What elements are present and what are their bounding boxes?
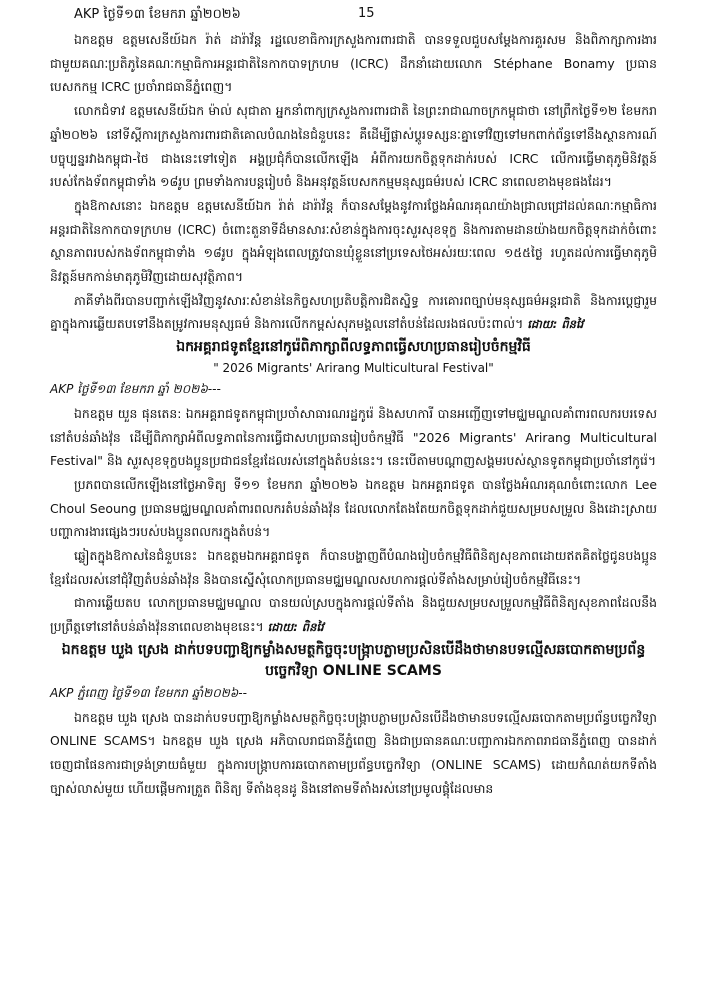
header-date: AKP ថ្ងៃទី១៣ ខែមករា ឆ្នាំ២០២៦ [74, 7, 241, 22]
article-2-paragraph-4 [50, 591, 657, 639]
article-3-headline: ឯកឧត្ដម ឃួង ស្រេង ដាក់បទបញ្ជាឱ្យកម្លាំងសមត្ថកិច្ចចុះបង្ក្រាបភ្លាមប្រសិនបើដឹងថាមានបទល្មើសឆបោកតាមប្រព័ន្ធបច្ចេកវិទ្យា ONLINE SCAMS [61, 641, 646, 679]
article-body [50, 28, 657, 800]
article-2 [50, 337, 657, 640]
article-1-paragraph-4 [50, 289, 657, 337]
page-number: 15 [358, 6, 375, 21]
article-3 [50, 640, 657, 801]
article-2-paragraph-2: ប្រភពបានលើកឡើងនៅថ្ងៃអាទិត្យ ទី១១ ខែមករា ឆ្នាំ២០២៦ ឯកឧត្ដម ឯកអគ្គរាជទូត បានថ្លែងអំណរគុណចំពោះលោក Lee Choul Seoung ប្រធានមជ្ឈមណ្ឌលគាំពារពលករតំបន់ឆាំងវ៉ុន ដែលលោកតែងតែយកចិត្តទុកដាក់ជួយសម្របសម្រួល និងដោះស្រាយបញ្ហាការងារផ្សេងៗរបស់បងប្អូនពលករក្នុងតំបន់។ [50, 476, 657, 540]
article-1-paragraph-1: ឯកឧត្ដម ឧត្ដមសេនីយ៍ឯក រ៉ាត់ ដារ៉ាវ័ន្ដ រដ្ឋលេខាធិការក្រសួងការពារជាតិ បានទទួលជួបសម្ដែងការគួរសម និងពិភាក្សាការងារជាមួយគណៈប្រតិភូនៃគណៈកម្មាធិការអន្ដរជាតិនៃកាកបាទក្រហម (ICRC) ដឹកនាំដោយលោក Stéphane Bonamy ប្រធានបេសកកម្ម ICRC ប្រចាំរាជធានីភ្នំពេញ។ [50, 32, 657, 95]
article-2-headline: ឯកអគ្គរាជទូតខ្មែរនៅកូរ៉េពិភាក្សាពីលទ្ធភាពធ្វើសហប្រធានរៀបចំកម្មវិធី [176, 339, 531, 356]
article-1-paragraph-2: លោកជំទាវ ឧត្ដមសេនីយ៍ឯក ម៉ាល់ សុជាតា អ្នកនាំពាក្យក្រសួងការពារជាតិ នៃព្រះរាជាណាចក្រកម្ពុជាថា នៅព្រឹកថ្ងៃទី១២ ខែមករា ឆ្នាំ២០២៦ នៅទីស្ដីការក្រសួងការពារជាតិគោលបំណងនៃជំនួបនេះ គឺដើម្បីផ្លាស់ប្ដូរទស្សនៈគ្នាទៅវិញទៅមកពាក់ព័ន្ធទៅនឹងស្ថានការណ៍បច្ចុប្បន្នរវាងកម្ពុជា-ថៃ ជាងនេះទៅទៀត អង្គប្រជុំក៏បានលើកឡើង អំពីការយកចិត្តទុកដាក់របស់ ICRC លើការធ្វើមាតុភូមិនិវត្តន៍របស់កែងទ័ពកម្ពុជាទាំង ១៨រូប ព្រមទាំងការបន្ដរៀបចំ និងអនុវត្តន៍បេសកកម្មមនុស្សធម៌របស់ ICRC នាពេលខាងមុខផងដែរ។ [50, 103, 657, 190]
article-1 [50, 28, 657, 337]
article-3-paragraph-1: ឯកឧត្ដម ឃួង ស្រេង បានដាក់បទបញ្ជាឱ្យកម្លាំងសមត្ថកិច្ចចុះបង្ក្រាបភ្លាមប្រសិនបើដឹងថាមានបទល្មើសឆបោកតាមប្រព័ន្ធបច្ចេកវិទ្យា ONLINE SCAMS។ ឯកឧត្ដម ឃួង ស្រេង អភិបាលរាជធានីភ្នំពេញ និងជាប្រធានគណៈបញ្ជាការឯកភាពរាជធានីភ្នំពេញ បានដាក់ចេញជាផែនការជាទ្រង់ទ្រាយធំមួយ ក្នុងការបង្ក្រាបការឆបោកតាមប្រព័ន្ធបច្ចេកវិទ្យា (ONLINE SCAMS) ដោយកំណត់យកទីតាំងច្បាស់លាស់មួយ ហើយផ្ដើមការត្រួត ពិនិត្យ ទីតាំងខុនដូ និងនៅតាមទីតាំងរស់នៅប្រមូលផ្ដុំដែលមាន [50, 709, 657, 796]
article-3-byline: AKP ភ្នំពេញ ថ្ងៃទី១៣ ខែមករា ឆ្នាំ២០២៦-- [50, 685, 247, 700]
page-header [74, 6, 707, 26]
article-2-paragraph-3: ឆ្លៀតក្នុងឱកាសនៃជំនួបនេះ ឯកឧត្ដមឯកអគ្គរាជទូត ក៏បានបង្ហាញពីបំណងរៀបចំកម្មវិធីពិនិត្យសុខភាពដោយឥតគិតថ្លៃជូនបងប្អូនខ្មែរដែលរស់នៅជុំវិញតំបន់ឆាំងវ៉ុន និងបានស្នើសុំលោកប្រធានមជ្ឈមណ្ឌលសហការផ្ដល់ទីតាំងសម្រាប់រៀបចំកម្មវិធីនេះ។ [50, 548, 657, 587]
article-2-byline: AKP ថ្ងៃទី១៣ ខែមករា ឆ្នាំ ២០២៦--- [50, 382, 221, 397]
article-1-paragraph-4-text: ភាគីទាំងពីរបានបញ្ជាក់ឡើងវិញនូវសារៈសំខាន់នៃកិច្ចសហប្រតិបត្ដិការជិតស្និទ្ធ ការគោរពច្បាប់មនុស្សធម៌អន្ដរជាតិ និងការប្ដេជ្ញារួមគ្នាក្នុងការឆ្លើយតបទៅនឹងតម្រូវការមនុស្សធម៌ និងការលើកកម្ពស់សុភមង្គលនៅតំបន់ដែលរងផលប៉ះពាល់។ [50, 292, 657, 332]
article-1-signature: ដោយ: ពិនវៃ [527, 317, 584, 332]
article-2-subheadline: " 2026 Migrants' Arirang Multicultural Festival" [213, 361, 494, 376]
article-2-paragraph-1: ឯកឧត្ដម យួន ផុនតេន: ឯកអគ្គរាជទូតកម្ពុជាប្រចាំសាធារណរដ្ឋកូរ៉េ និងសហការី បានអញ្ជើញទៅមជ្ឈមណ្ឌលគាំពារពលករបរទេសនៅតំបន់ឆាំងវ៉ុន ដើម្បីពិភាក្សាអំពីលទ្ធភាពនៃការធ្វើជាសហប្រធានរៀបចំកម្មវិធី "2026 Migrants' Arirang Multicultural Festival" និង សួរសុខទុក្ខបងប្អូនប្រជាជនខ្មែរដែលរស់នៅក្នុងតំបន់នេះ។ នេះបើតាមបណ្ដាញសង្គមរបស់ស្ថានទូតកម្ពុជាប្រចាំនៅកូរ៉េ។ [50, 405, 657, 469]
article-2-signature: ដោយ: ពិនវៃ [267, 620, 324, 635]
article-2-paragraph-4-text: ជាការឆ្លើយតប លោកប្រធានមជ្ឈមណ្ឌល បានយល់ស្របក្នុងការផ្ដល់ទីតាំង និងជួយសម្របសម្រួលកម្មវិធីពិនិត្យសុខភាពដែលនឹងប្រព្រឹត្តទៅនៅតំបន់ឆាំងវ៉ុននាពេលខាងមុខនេះ។ [50, 595, 657, 635]
article-1-paragraph-3: ក្នុងឱកាសនោះ ឯកឧត្ដម ឧត្ដមសេនីយ៍ឯក រ៉ាត់ ដារ៉ាវ័ន្ដ ក៏បានសម្ដែងនូវការថ្លែងអំណរគុណយ៉ាងជ្រាលជ្រៅដល់គណៈកម្មាធិការអន្ដរជាតិនៃកាកបាទក្រហម (ICRC) ចំពោះតួនាទីដ៏មានសារៈសំខាន់ក្នុងការចុះសួរសុខទុក្ខ និងការតាមដានយ៉ាងយកចិត្តទុកដាក់ចំពោះស្ថានភាពរបស់កងទ័ពកម្ពុជាទាំង ១៨រូប ក្នុងអំឡុងពេលត្រូវបានឃុំខ្លួននៅប្រទេសថៃអស់រយៈពេល ១៥៥ថ្ងៃ រហូតដល់ការធ្វើមាតុភូមិនិវត្តន៍មកកាន់មាតុភូមិវិញដោយសុវត្ថិភាព។ [50, 197, 657, 285]
